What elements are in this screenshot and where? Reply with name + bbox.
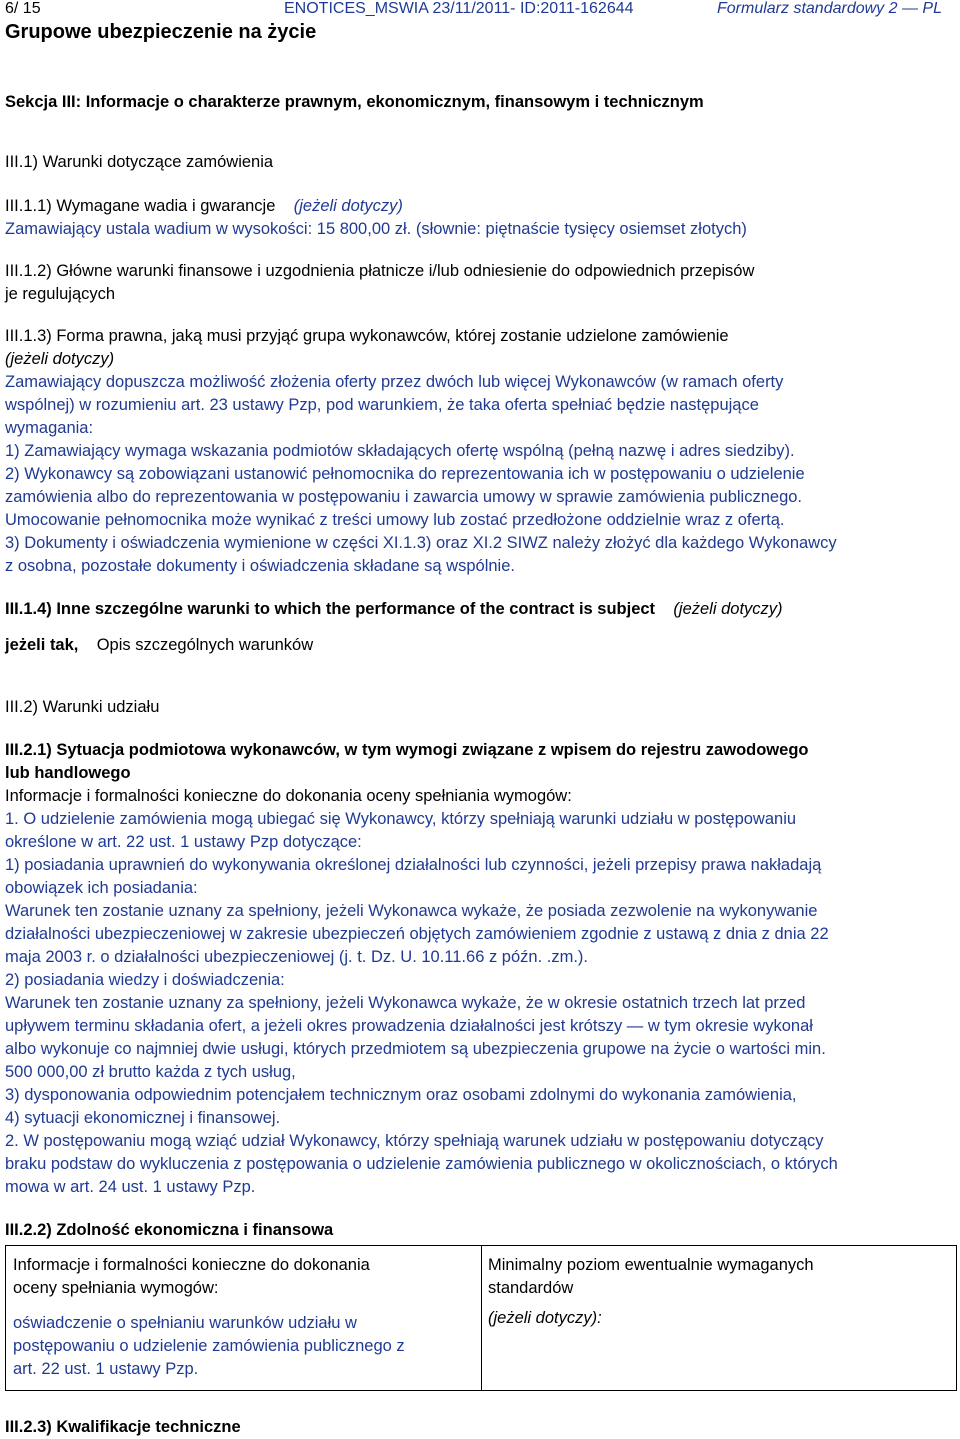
wadium-text: Zamawiający ustala wadium w wysokości: 15 800,00 zł. (słownie: piętnaście tysięcy osiemset złotych) [5, 220, 747, 238]
left-header-line: Informacje i formalności konieczne do dokonania [13, 1256, 370, 1274]
paragraph-line: wspólnej) w rozumieniu art. 23 ustawy Pzp, pod warunkiem, że taka oferta spełniać będzie następujące [5, 396, 759, 414]
paragraph-line: 500 000,00 zł brutto każda z tych usług, [5, 1063, 296, 1081]
right-cell-header [488, 1254, 948, 1300]
if-yes-label: jeżeli tak, [5, 636, 79, 654]
paragraph-line: zamówienia albo do reprezentowania w postępowaniu i zawarcia umowy w sprawie zamówienia publicznego. [5, 488, 803, 506]
paragraph-line: 1) Zamawiający wymaga wskazania podmiotów składających ofertę wspólną (pełną nazwę i adres siedziby). [5, 442, 795, 460]
paragraph-line: 2) posiadania wiedzy i doświadczenia: [5, 971, 285, 989]
paragraph-line: maja 2003 r. o działalności ubezpieczeniowej (j. t. Dz. U. 10.11.66 z późn. .zm.). [5, 948, 588, 966]
table-divider [481, 1246, 482, 1390]
paragraph-line: 1. O udzielenie zamówienia mogą ubiegać się Wykonawcy, którzy spełniają warunki udziału w postępowaniu [5, 810, 797, 828]
economic-capacity-table [5, 1245, 957, 1391]
special-conditions-row [5, 634, 957, 657]
heading-iii-2-1: III.2.1) Sytuacja podmiotowa wykonawców, w tym wymogi związane z wpisem do rejestru zawodowego [5, 741, 809, 759]
left-body-line: postępowaniu o udzielenie zamówienia publicznego z [13, 1337, 405, 1355]
heading-iii-1-4-row [5, 598, 957, 621]
paragraph-line: albo wykonuje co najmniej dwie usługi, których przedmiotem są ubezpieczenia grupowe na życie o wartości min. [5, 1040, 826, 1058]
special-conditions-label: Opis szczególnych warunków [96, 636, 314, 654]
heading-iii-1-2: III.1.2) Główne warunki finansowe i uzgodnienia płatnicze i/lub odniesienie do odpowiednich przepisów [5, 262, 755, 280]
paragraph-line: 2) Wykonawcy są zobowiązani ustanowić pełnomocnika do reprezentowania ich w postępowaniu o udzielenie [5, 465, 805, 483]
optional-note: (jeżeli dotyczy) [293, 197, 403, 215]
paragraph-line: obowiązek ich posiadania: [5, 879, 198, 897]
left-cell-body [13, 1312, 473, 1381]
heading-iii-1-4: III.1.4) Inne szczególne warunki to which the performance of the contract is subject [5, 600, 656, 618]
paragraph-line: Umocowanie pełnomocnika może wynikać z treści umowy lub zostać przedłożone oddzielnie wraz z ofertą. [5, 511, 785, 529]
right-header-line: standardów [488, 1279, 574, 1297]
right-cell-optional: (jeżeli dotyczy): [488, 1309, 602, 1327]
heading-iii-1-1-row [5, 195, 957, 218]
heading-iii-2-1-cont: lub handlowego [5, 764, 131, 782]
paragraph-line: 1) posiadania uprawnień do wykonywania określonej działalności lub czynności, jeżeli przepisy prawa nakładają [5, 856, 822, 874]
paragraph-line: Zamawiający dopuszcza możliwość złożenia oferty przez dwóch lub więcej Wykonawców (w ramach oferty [5, 373, 784, 391]
heading-iii-1-1: III.1.1) Wymagane wadia i gwarancje [5, 197, 276, 215]
paragraph-line: 3) dysponowania odpowiednim potencjałem technicznym oraz osobami zdolnymi do wykonania zamówienia, [5, 1086, 797, 1104]
page-number: 6/ 15 [5, 0, 41, 17]
left-body-line: oświadczenie o spełnianiu warunków udziału w [13, 1314, 357, 1332]
paragraph-line: z osobna, pozostałe dokumenty i oświadczenia składane są wspólnie. [5, 557, 515, 575]
optional-note: (jeżeli dotyczy) [5, 350, 115, 368]
paragraph-line: upływem terminu składania ofert, a jeżeli okres prowadzenia działalności jest krótszy — w tym okresie wykonał [5, 1017, 813, 1035]
heading-iii-2: III.2) Warunki udziału [5, 698, 160, 716]
heading-iii-2-2: III.2.2) Zdolność ekonomiczna i finansowa [5, 1221, 334, 1239]
paragraph-line: Warunek ten zostanie uznany za spełniony, jeżeli Wykonawca wykaże, że w okresie ostatnich trzech lat przed [5, 994, 806, 1012]
notice-id: ENOTICES_MSWIA 23/11/2011- ID:2011-162644 [284, 0, 634, 17]
info-label: Informacje i formalności konieczne do dokonania oceny spełniania wymogów: [5, 787, 572, 805]
left-header-line: oceny spełniania wymogów: [13, 1279, 219, 1297]
form-name: Formularz standardowy 2 — PL [717, 0, 942, 17]
right-header-line: Minimalny poziom ewentualnie wymaganych [488, 1256, 814, 1274]
paragraph-line: 3) Dokumenty i oświadczenia wymienione w części XI.1.3) oraz XI.2 SIWZ należy złożyć dla każdego Wykonawcy [5, 534, 837, 552]
paragraph-line: mowa w art. 24 ust. 1 ustawy Pzp. [5, 1178, 256, 1196]
optional-note: (jeżeli dotyczy) [673, 600, 783, 618]
left-body-line: art. 22 ust. 1 ustawy Pzp. [13, 1360, 199, 1378]
paragraph-line: działalności ubezpieczeniowej w zakresie ubezpieczeń objętych zamówieniem zgodnie z ustawą z dnia z dnia 22 [5, 925, 829, 943]
heading-iii-1: III.1) Warunki dotyczące zamówienia [5, 153, 274, 171]
paragraph-line: Warunek ten zostanie uznany za spełniony, jeżeli Wykonawca wykaże, że posiada zezwolenie na wykonywanie [5, 902, 818, 920]
paragraph-line: 2. W postępowaniu mogą wziąć udział Wykonawcy, którzy spełniają warunek udziału w postępowaniu dotyczący [5, 1132, 824, 1150]
section-title: Sekcja III: Informacje o charakterze prawnym, ekonomicznym, finansowym i technicznym [5, 93, 704, 111]
document-title: Grupowe ubezpieczenie na życie [5, 21, 317, 43]
paragraph-line: braku podstaw do wykluczenia z postępowania o udzielenie zamówienia publicznego w okolicznościach, o których [5, 1155, 838, 1173]
heading-iii-2-3: III.2.3) Kwalifikacje techniczne [5, 1418, 241, 1436]
paragraph-line: 4) sytuacji ekonomicznej i finansowej. [5, 1109, 281, 1127]
heading-iii-1-2-cont: je regulujących [5, 285, 116, 303]
paragraph-line: określone w art. 22 ust. 1 ustawy Pzp dotyczące: [5, 833, 362, 851]
paragraph-line: wymagania: [5, 419, 94, 437]
left-cell-header [13, 1254, 473, 1300]
heading-iii-1-3: III.1.3) Forma prawna, jaką musi przyjąć grupa wykonawców, której zostanie udzielone zamówienie [5, 327, 729, 345]
